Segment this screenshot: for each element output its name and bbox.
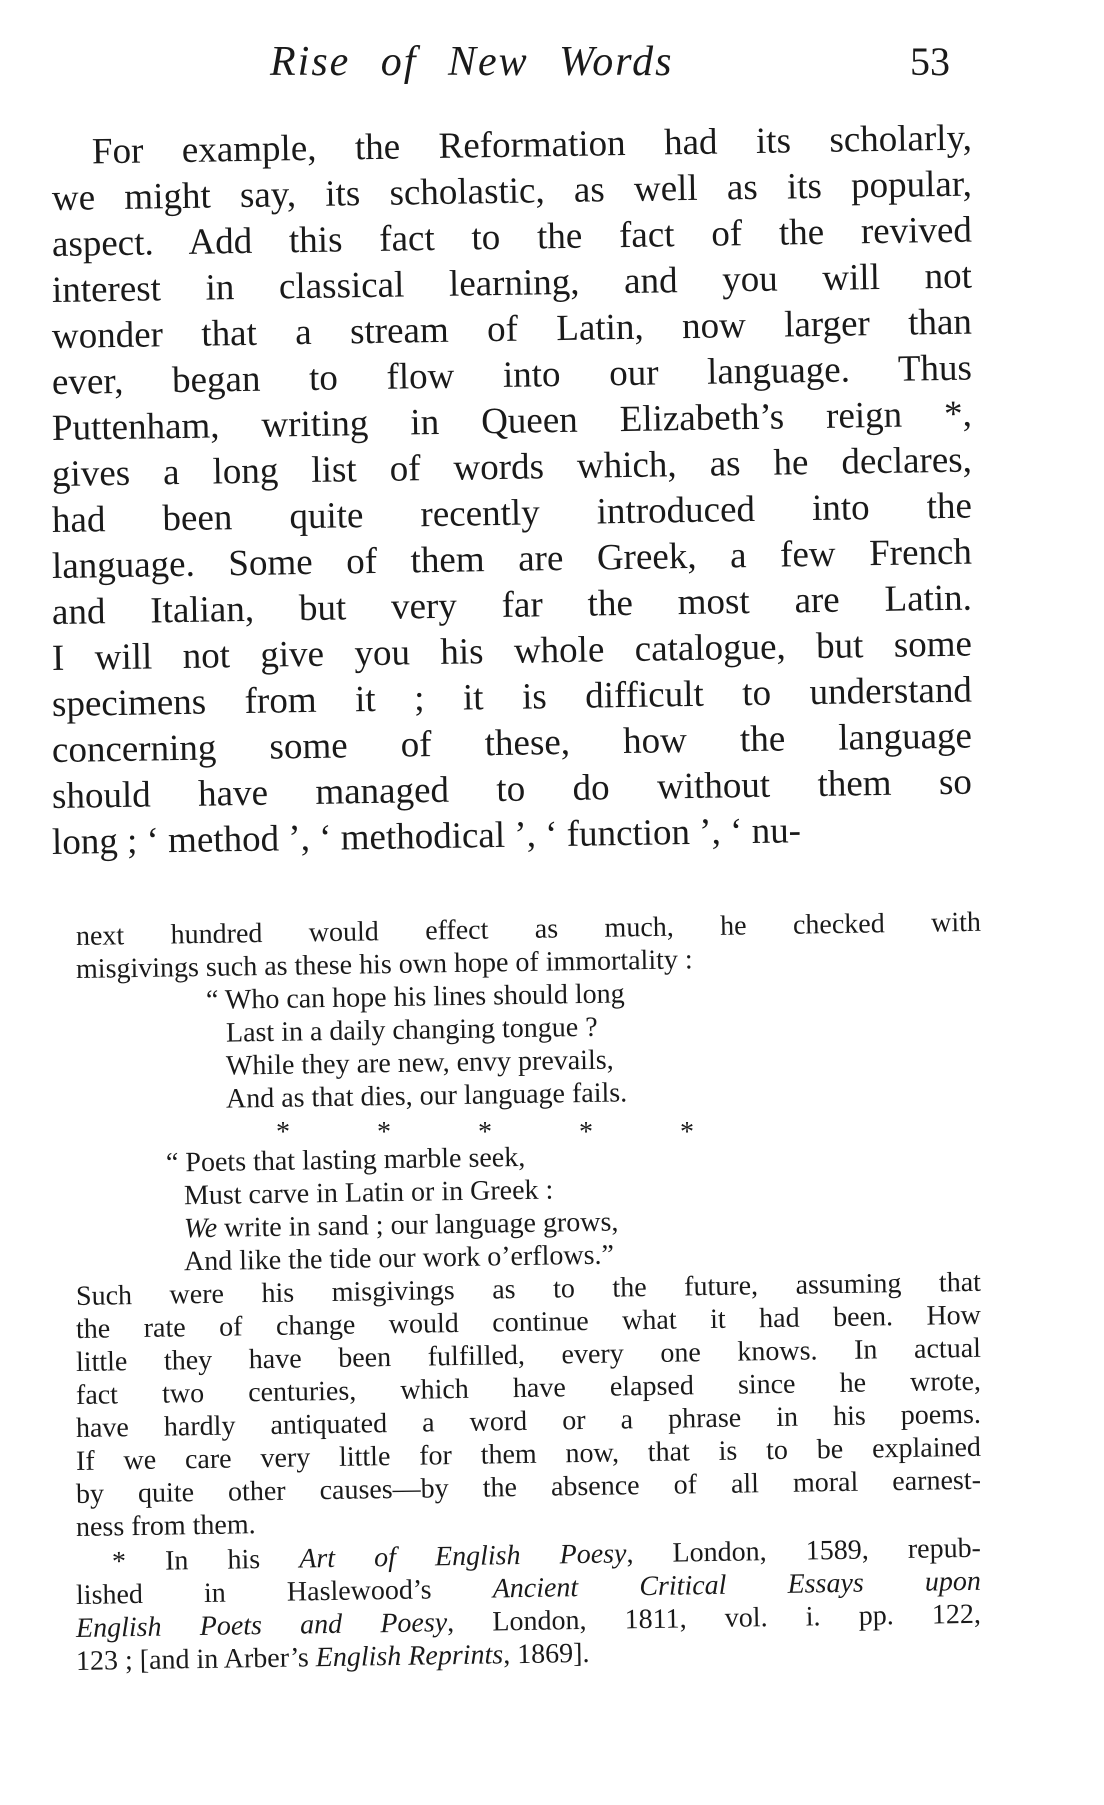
main-line: I will not give you his whole catalogue, but some	[51, 623, 973, 679]
footnote-line: by quite other causes—by the absence of all moral earnest-	[75, 1464, 982, 1510]
verse-line: And as that dies, our language fails.	[225, 1077, 628, 1115]
verse-separator-stars: * * * * *	[276, 1117, 694, 1148]
page-header	[270, 38, 950, 98]
page-number: 53	[910, 39, 950, 84]
footnote-line: Such were his misgivings as to the future, assuming that	[75, 1266, 982, 1312]
footnote-continuation	[75, 906, 982, 1678]
main-line: we might say, its scholastic, as well as its popular,	[51, 163, 973, 219]
note-text: lished in Haslewood’s	[75, 1573, 493, 1611]
footnote-line: fact two centuries, which have elapsed since he wrote,	[75, 1365, 982, 1411]
book-title: English Poets and Poesy	[75, 1607, 448, 1644]
main-line: wonder that a stream of Latin, now larger than	[51, 301, 973, 357]
running-title: Rise of New Words	[270, 39, 674, 85]
verse-line: Last in a daily changing tongue ?	[225, 1011, 598, 1049]
main-line: long ; ‘ method ’, ‘ methodical ’, ‘ function ’, ‘ nu-	[51, 810, 802, 863]
note-text: 123 ; [and in Arber’s	[75, 1642, 316, 1677]
main-line: Puttenham, writing in Queen Elizabeth’s reign *,	[51, 393, 973, 449]
book-title: Art of English Poesy	[299, 1538, 627, 1575]
book-title: Ancient Critical Essays upon	[492, 1565, 982, 1605]
main-line: should have managed to do without them so	[51, 761, 973, 817]
note-text: , London, 1589, repub-	[626, 1532, 982, 1570]
main-line: ever, began to flow into our language. Thus	[51, 347, 973, 403]
main-line: concerning some of these, how the language	[51, 715, 973, 771]
main-line: had been quite recently introduced into the	[51, 485, 973, 541]
footnote-line: misgivings such as these his own hope of immortality :	[75, 944, 693, 985]
main-paragraph	[51, 117, 973, 866]
footnote-line: have hardly antiquated a word or a phrase in his poems.	[75, 1398, 982, 1444]
note-text: * In his	[111, 1543, 300, 1578]
italic-word: We	[183, 1212, 218, 1245]
verse-line: “ Who can hope his lines should long	[205, 978, 625, 1016]
verse-text: write in sand ; our language grows,	[223, 1206, 619, 1244]
main-line: interest in classical learning, and you will not	[51, 255, 973, 311]
verse-line: Must carve in Latin or in Greek :	[183, 1174, 554, 1212]
note-text: , London, 1811, vol. i. pp. 122,	[446, 1598, 982, 1639]
footnote-line: the rate of change would continue what it had been. How	[75, 1299, 982, 1345]
footnote-line: ness from them.	[75, 1509, 256, 1543]
footnote-line: little they have been fulfilled, every one knows. In actual	[75, 1332, 982, 1378]
main-line: For example, the Reformation had its scholarly,	[91, 117, 973, 173]
verse-line: And like the tide our work o’erflows.”	[183, 1239, 615, 1278]
main-line: and Italian, but very far the most are Latin.	[51, 577, 973, 633]
verse-line: While they are new, envy prevails,	[225, 1044, 614, 1082]
verse-line: “ Poets that lasting marble seek,	[165, 1141, 526, 1179]
note-text: , 1869].	[502, 1637, 590, 1671]
footnote-line: next hundred would effect as much, he checked with	[75, 906, 982, 952]
main-line: gives a long list of words which, as he declares,	[51, 439, 973, 495]
reference-footnote	[75, 1532, 982, 1678]
footnote-line: If we care very little for them now, that is to be explained	[75, 1431, 982, 1477]
book-title: English Reprints	[315, 1639, 504, 1674]
main-line: aspect. Add this fact to the fact of the revived	[51, 209, 973, 265]
main-line: specimens from it ; it is difficult to understand	[51, 669, 973, 725]
main-line: language. Some of them are Greek, a few French	[51, 531, 973, 587]
